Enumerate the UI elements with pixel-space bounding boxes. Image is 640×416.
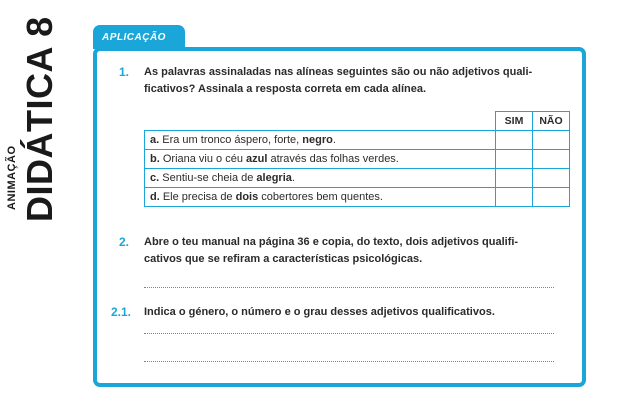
answer-cell-d-sim[interactable]	[496, 188, 533, 207]
question-2-1-text: Indica o género, o número e o grau desses adjetivos qualificativos.	[144, 306, 495, 318]
question-1-number: 1.	[119, 65, 130, 79]
highlighted-word: azul	[246, 153, 268, 165]
row-letter: c.	[150, 172, 160, 184]
column-header-sim: SIM	[496, 112, 533, 131]
statement-b: b. Oriana viu o céu azul através das folhas verdes.	[145, 150, 496, 169]
question-2-1-number: 2.1.	[111, 305, 132, 319]
question-2-number: 2.	[119, 235, 130, 249]
answer-cell-c-sim[interactable]	[496, 169, 533, 188]
statement-d: d. Ele precisa de dois cobertores bem quentes.	[145, 188, 496, 207]
statement-c: c. Sentiu-se cheia de alegria.	[145, 169, 496, 188]
answer-cell-b-sim[interactable]	[496, 150, 533, 169]
answer-table	[144, 111, 570, 207]
table-row	[145, 150, 570, 169]
column-header-nao: NÃO	[533, 112, 570, 131]
table-row	[145, 169, 570, 188]
answer-line-q2-1-a[interactable]	[144, 333, 554, 334]
answer-cell-d-nao[interactable]	[533, 188, 570, 207]
answer-cell-a-nao[interactable]	[533, 131, 570, 150]
question-1-text	[144, 64, 532, 98]
question-2-text	[144, 234, 518, 268]
exercise-card	[93, 47, 586, 387]
highlighted-word: dois	[235, 191, 259, 203]
sidebar-didatica-title: DIDÁTICA 8	[19, 16, 60, 222]
answer-line-q2-1-b[interactable]	[144, 361, 554, 362]
highlighted-word: negro	[302, 134, 333, 146]
question-2-line-1: Abre o teu manual na página 36 e copia, do texto, dois adjetivos qualifi-	[144, 236, 519, 248]
row-letter: d.	[150, 191, 160, 203]
row-letter: a.	[150, 134, 160, 146]
answer-cell-b-nao[interactable]	[533, 150, 570, 169]
question-1-line-2: ficativos? Assinala a resposta correta em cada alínea.	[144, 83, 427, 95]
question-1-line-1: As palavras assinaladas nas alíneas seguintes são ou não adjetivos quali-	[144, 66, 533, 78]
answer-cell-a-sim[interactable]	[496, 131, 533, 150]
table-row	[145, 188, 570, 207]
answer-cell-c-nao[interactable]	[533, 169, 570, 188]
answer-line-q2[interactable]	[144, 287, 554, 288]
table-row	[145, 131, 570, 150]
highlighted-word: alegria	[256, 172, 292, 184]
table-header-row	[145, 112, 570, 131]
row-letter: b.	[150, 153, 160, 165]
section-tab-aplicacao: APLICAÇÃO	[93, 25, 185, 49]
sidebar-animacao-label: ANIMAÇÃO	[6, 145, 18, 210]
statement-a: a. Era um tronco áspero, forte, negro.	[145, 131, 496, 150]
question-2-line-2: cativos que se refiram a características psicológicas.	[144, 253, 423, 265]
